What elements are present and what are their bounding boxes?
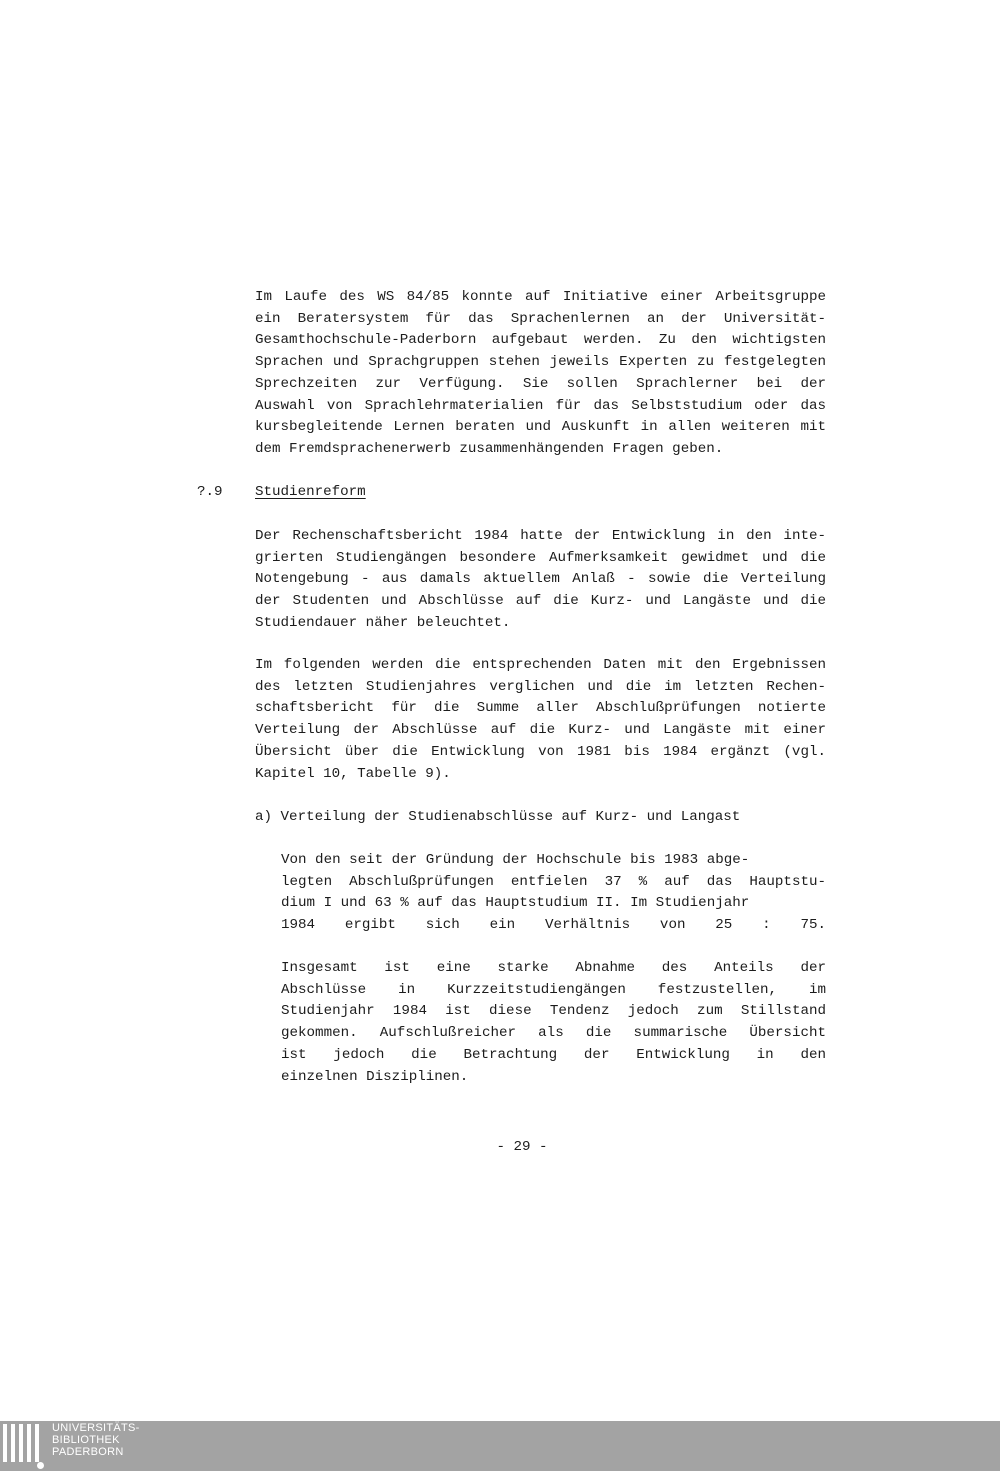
page-number: - 29 - [496, 1139, 548, 1155]
logo-line: PADERBORN [52, 1446, 124, 1458]
text-line: dium I und 63 % auf das Hauptstudium II. Im Studienjahr [281, 895, 750, 912]
logo-line: BIBLIOTHEK [52, 1434, 120, 1446]
text-line: des letzten Studienjahres verglichen und die im letzten Rechen- [255, 678, 826, 695]
text-line: Abschlüsse in Kurzzeitstudiengängen festzustellen, im [281, 981, 826, 998]
logo-bar-icon [27, 1424, 31, 1462]
logo-bar-icon [3, 1424, 7, 1462]
text-line: Auswahl von Sprachlehrmaterialien für das Selbststudium oder das [255, 397, 826, 414]
text-line: dem Fremdsprachenerwerb zusammenhängenden Fragen geben. [255, 440, 724, 457]
list-item-heading: a) Verteilung der Studienabschlüsse auf Kurz- und Langast [255, 809, 741, 825]
paragraph-berater-system [255, 287, 826, 461]
text-line: kursbegleitende Lernen beraten und Auskunft in allen weiteren mit [255, 419, 826, 436]
text-line: Studienjahr 1984 ist diese Tendenz jedoch zum Stillstand [281, 1003, 826, 1020]
text-line: Sprechzeiten zur Verfügung. Sie sollen Sprachlerner bei der [255, 375, 826, 392]
logo-dot-icon [37, 1462, 44, 1469]
text-line: Kapitel 10, Tabelle 9). [255, 765, 451, 782]
text-line: grierten Studiengängen besondere Aufmerksamkeit gewidmet und die [255, 549, 826, 566]
text-line: 1984 ergibt sich ein Verhältnis von 25 : 75. [281, 917, 826, 934]
text-line: ein Beratersystem für das Sprachenlernen an der Universität- [255, 310, 826, 327]
library-logo-text [52, 1422, 140, 1458]
text-line: Übersicht über die Entwicklung von 1981 bis 1984 ergänzt (vgl. [255, 743, 826, 760]
text-line: Verteilung der Abschlüsse auf die Kurz- und Langäste mit einer [255, 722, 826, 739]
section-heading: Studienreform [255, 484, 366, 500]
text-line: Gesamthochschule-Paderborn aufgebaut werden. Zu den wichtigsten [255, 332, 826, 349]
text-line: einzelnen Disziplinen. [281, 1068, 469, 1085]
text-line: gekommen. Aufschlußreicher als die summarische Übersicht [281, 1025, 826, 1042]
text-line: Im folgenden werden die entsprechenden Daten mit den Ergebnissen [255, 657, 826, 673]
text-line: legten Abschlußprüfungen entfielen 37 % auf das Hauptstu- [281, 873, 826, 890]
paragraph-insgesamt [281, 958, 826, 1088]
paragraph-im-folgenden [255, 655, 826, 785]
paragraph-verteilung [281, 850, 826, 937]
text-line: Notengebung - aus damals aktuellem Anlaß - sowie die Verteilung [255, 571, 826, 588]
text-line: der Studenten und Abschlüsse auf die Kurz- und Langäste und die [255, 593, 826, 610]
paragraph-rechenschaftsbericht [255, 526, 826, 635]
text-line: ist jedoch die Betrachtung der Entwicklung in den [281, 1046, 826, 1063]
text-line: Sprachen und Sprachgruppen stehen jeweils Experten zu festgelegten [255, 354, 826, 371]
section-number: ?.9 [197, 484, 223, 500]
text-line: schaftsbericht für die Summe aller Abschlußprüfungen notierte [255, 700, 826, 717]
text-line: Im Laufe des WS 84/85 konnte auf Initiative einer Arbeitsgruppe [255, 289, 826, 305]
logo-bar-icon [11, 1424, 15, 1462]
text-line: Von den seit der Gründung der Hochschule bis 1983 abge- [281, 852, 750, 868]
text-line: Studiendauer näher beleuchtet. [255, 614, 511, 631]
library-footer-bar [0, 1421, 1000, 1471]
logo-line: UNIVERSITÄTS- [52, 1422, 140, 1434]
logo-bar-icon [35, 1424, 39, 1462]
logo-bar-icon [19, 1424, 23, 1462]
text-line: Insgesamt ist eine starke Abnahme des Anteils der [281, 960, 826, 976]
text-line: Der Rechenschaftsbericht 1984 hatte der Entwicklung in den inte- [255, 528, 826, 544]
